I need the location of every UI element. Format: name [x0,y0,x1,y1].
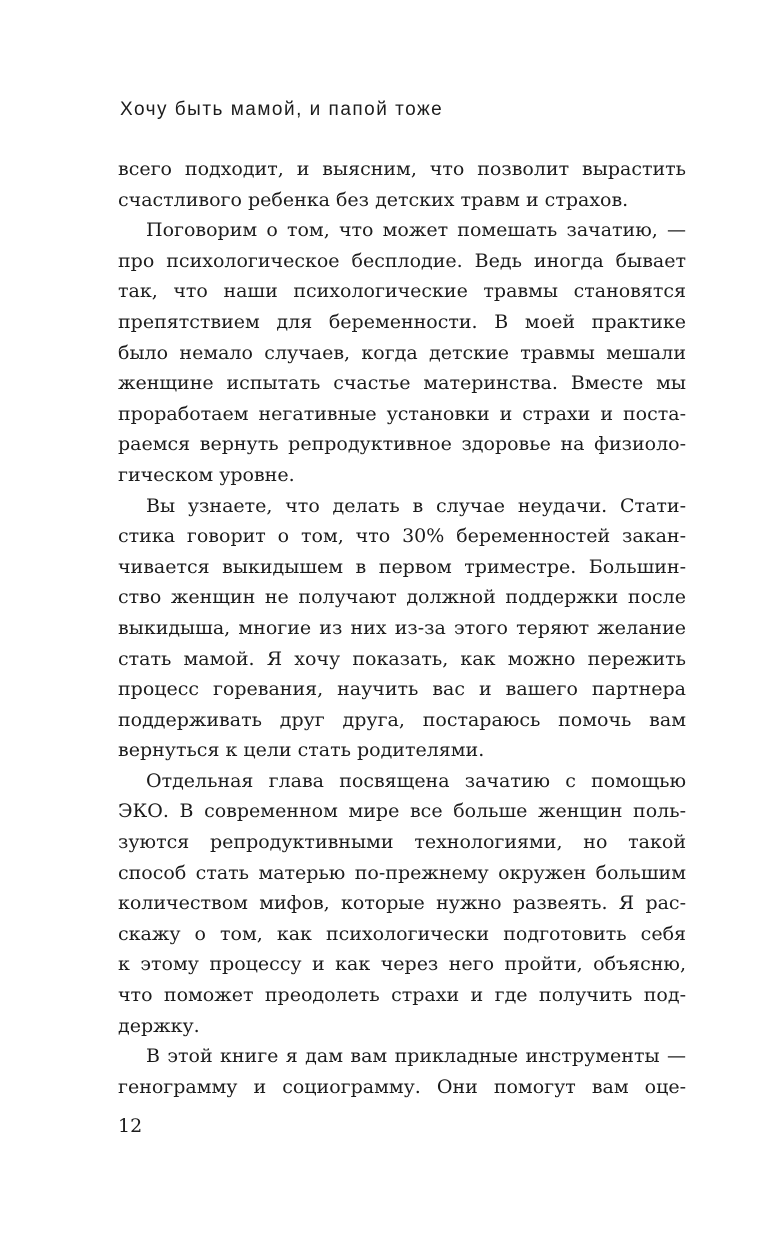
text-line: было немало случаев, когда детские травмы мешали [118,341,686,364]
text-line: выкидыша, многие из них из-за этого теряют желание [118,616,686,639]
text-line: Отдельная глава посвящена зачатию с помощью [146,769,686,792]
text-line: стать мамой. Я хочу показать, как можно пережить [118,647,686,670]
text-line: зуются репродуктивными технологиями, но такой [118,831,686,854]
text-line: генограмму и социограмму. Они помогут вам оце- [118,1075,686,1098]
page-number: 12 [118,1115,143,1137]
text-line: счастливого ребенка без детских травм и страхов. [118,188,629,211]
text-line: скажу о том, как психологически подготовить себя [118,922,686,945]
text-line: препятствием для беременности. В моей практике [118,310,686,333]
text-line: ЭКО. В современном мире все больше женщин поль- [118,800,686,823]
text-line: процесс горевания, научить вас и вашего партнера [118,678,686,701]
text-line: женщине испытать счастье материнства. Вместе мы [118,372,686,395]
text-line: про психологическое бесплодие. Ведь иногда бывает [118,249,686,272]
text-line: способ стать матерью по-прежнему окружен большим [118,861,686,884]
text-line: гическом уровне. [118,463,295,486]
body-text [118,154,686,1102]
text-line: В этой книге я дам вам прикладные инструменты — [146,1045,686,1068]
text-line: держку. [118,1014,200,1037]
text-line: проработаем негативные установки и страхи и поста- [118,402,686,425]
text-line: количеством мифов, которые нужно развеять. Я рас- [118,892,686,915]
text-line: что поможет преодолеть страхи и где получить под- [118,984,686,1007]
text-line: стика говорит о том, что 30% беременностей закан- [118,525,686,548]
text-line: Вы узнаете, что делать в случае неудачи. Стати- [146,494,686,517]
text-line: поддерживать друг друга, постараюсь помочь вам [118,708,686,731]
text-line: раемся вернуть репродуктивное здоровье на физиоло- [118,433,686,456]
text-line: к этому процессу и как через него пройти, объясню, [118,953,686,976]
text-line: вернуться к цели стать родителями. [118,739,485,762]
text-line: так, что наши психологические травмы становятся [118,280,686,303]
text-line: Поговорим о том, что может помешать зачатию, — [146,219,686,242]
text-line: всего подходит, и выясним, что позволит вырастить [118,158,686,180]
text-line: ство женщин не получают должной поддержки после [118,586,686,609]
running-head-title: Хочу быть мамой, и папой тоже [120,99,444,120]
text-line: чивается выкидышем в первом триместре. Большин- [118,555,686,578]
